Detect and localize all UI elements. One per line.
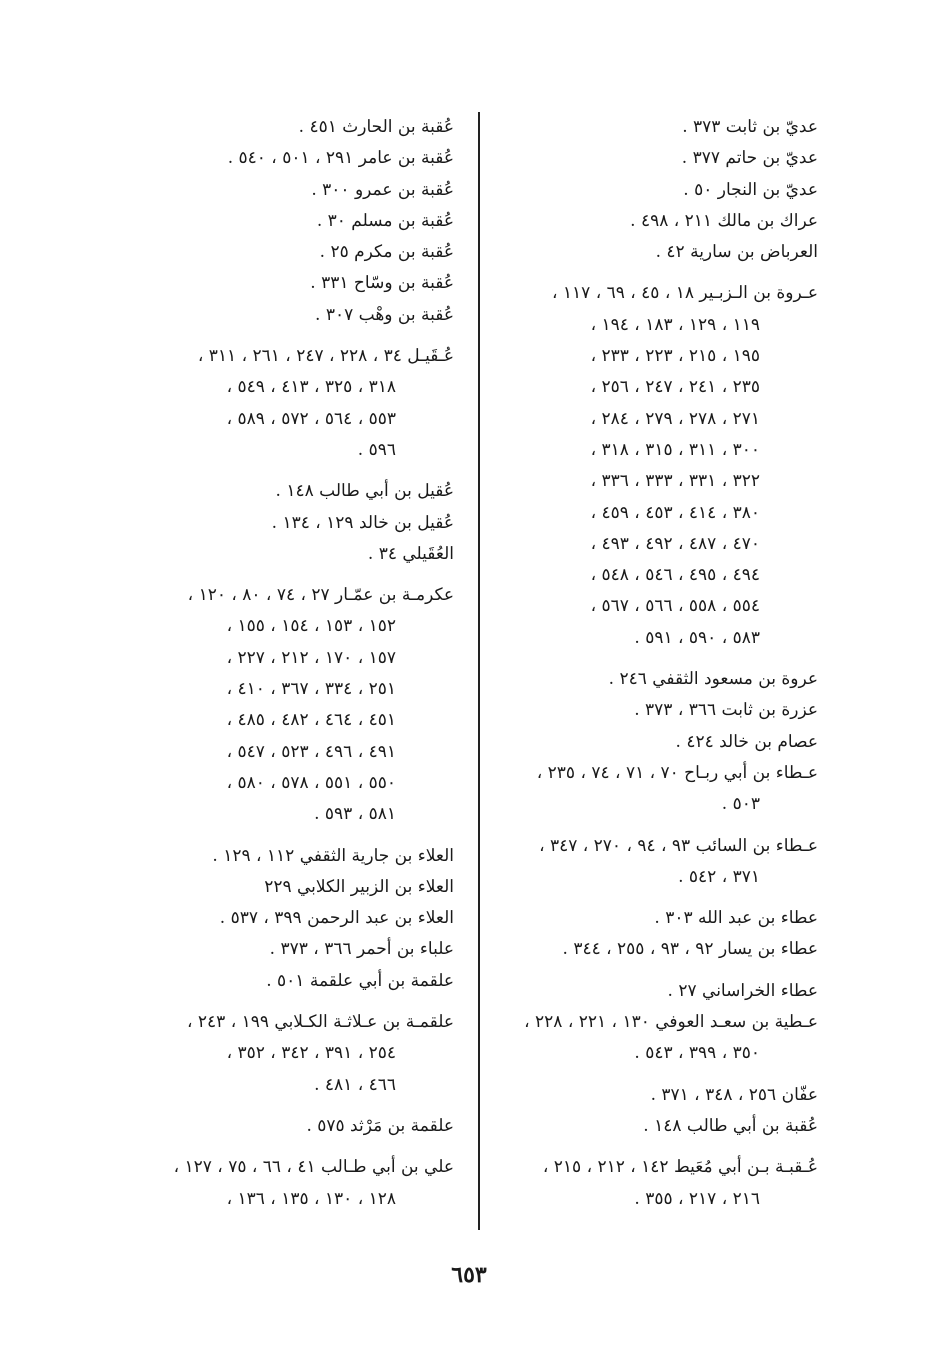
entry-gap	[458, 268, 818, 278]
index-entry: عُـقَيـل ٣٤ ، ٢٢٨ ، ٢٤٧ ، ٢٦١ ، ٣١١ ،	[197, 346, 454, 367]
index-column-right	[458, 112, 818, 1215]
index-entry: عُقبة بن وسّاح ٣٣١ .	[310, 273, 454, 294]
index-entry: عُقيل بن أبي طالب ١٤٨ .	[275, 481, 454, 502]
index-entry: عُقبة بن مسلم ٣٠ .	[316, 210, 454, 231]
entry-gap	[458, 966, 818, 976]
index-entry: العلاء بن جارية الثقفي ١١٢ ، ١٢٩ .	[212, 845, 454, 866]
entry-gap	[458, 1142, 818, 1152]
index-entry-continuation: ١٩٥ ، ٢١٥ ، ٢٢٣ ، ٢٣٣ ،	[590, 346, 760, 367]
index-entry-continuation: ٣٠٠ ، ٣١١ ، ٣١٥ ، ٣١٨ ،	[590, 439, 760, 460]
index-entry: عديّ بن ثابت ٣٧٣ .	[682, 117, 818, 137]
index-entry-continuation: ٢٥٤ ، ٣٩١ ، ٣٤٢ ، ٣٥٢ ،	[226, 1043, 396, 1064]
entry-gap	[82, 997, 454, 1007]
index-entry-continuation: ٣٥٠ ، ٣٩٩ ، ٥٤٣ .	[634, 1043, 760, 1064]
index-entry: عـطية بن سعـد العوفي ١٣٠ ، ٢٢١ ، ٢٢٨ ،	[524, 1012, 818, 1033]
index-entry: العرباض بن سارية ٤٢ .	[655, 242, 818, 263]
column-divider	[478, 112, 480, 1230]
index-entry-continuation: ٥٥٣ ، ٥٦٤ ، ٥٧٢ ، ٥٨٩ ،	[226, 408, 396, 429]
index-entry: عُقبة بن مكرم ٢٥ .	[319, 242, 454, 263]
index-entry: عكرمـة بن عمّـار ٢٧ ، ٧٤ ، ٨٠ ، ١٢٠ ،	[187, 585, 454, 606]
index-entry-continuation: ٥٠٣ .	[721, 794, 760, 815]
index-entry: عروة بن مسعود الثقفي ٢٤٦ .	[608, 669, 818, 690]
entry-gap	[82, 570, 454, 580]
index-entry-continuation: ١٢٨ ، ١٣٠ ، ١٣٥ ، ١٣٦ ،	[226, 1188, 396, 1209]
index-entry-continuation: ٢٣٥ ، ٢٤١ ، ٢٤٧ ، ٢٥٦ ،	[590, 377, 760, 398]
entry-gap	[82, 466, 454, 476]
index-entry: عُـقبـة بـن أبي مُعَيط ١٤٢ ، ٢١٢ ، ٢١٥ ،	[542, 1157, 818, 1178]
entry-gap	[458, 654, 818, 664]
index-entry-continuation: ٣١٨ ، ٣٢٥ ، ٤١٣ ، ٥٤٩ ،	[226, 377, 396, 398]
index-entry-continuation: ٥٥٠ ، ٥٥١ ، ٥٧٨ ، ٥٨٠ ،	[226, 772, 396, 793]
index-entry: عديّ بن النجار ٥٠ .	[683, 179, 818, 200]
index-entry: عصام بن خالد ٤٢٤ .	[675, 731, 818, 752]
entry-gap	[458, 893, 818, 903]
index-entry-continuation: ٤٥١ ، ٤٦٤ ، ٤٨٢ ، ٤٨٥ ،	[226, 710, 396, 731]
index-entry: العلاء بن الزبير الكلابي ٢٢٩	[264, 876, 454, 897]
index-entry: عُقبة بن الحارث ٤٥١ .	[298, 117, 454, 137]
index-entry: عطاء بن يسار ٩٢ ، ٩٣ ، ٢٥٥ ، ٣٤٤ .	[562, 939, 818, 960]
index-entry: العُقَيلي ٣٤ .	[367, 543, 454, 564]
index-entry-continuation: ٣٢٢ ، ٣٣١ ، ٣٣٣ ، ٣٣٦ ،	[590, 471, 760, 492]
index-entry: عـطاء بن السائب ٩٣ ، ٩٤ ، ٢٧٠ ، ٣٤٧ ،	[539, 835, 818, 856]
index-entry-continuation: ٤٧٠ ، ٤٨٧ ، ٤٩٢ ، ٤٩٣ ،	[590, 533, 760, 554]
index-entry-continuation: ٣٨٠ ، ٤١٤ ، ٤٥٣ ، ٤٥٩ ،	[590, 502, 760, 523]
index-column-left	[82, 112, 454, 1215]
index-entry: عديّ بن حاتم ٣٧٧ .	[681, 148, 818, 169]
index-entry: عـطاء بن أبي ربـاح ٧٠ ، ٧١ ، ٧٤ ، ٢٣٥ ،	[536, 762, 818, 783]
index-entry-continuation: ٢٥١ ، ٣٣٤ ، ٣٦٧ ، ٤١٠ ،	[226, 679, 396, 700]
entry-gap	[458, 1070, 818, 1080]
index-entry: علقمة بن مَرْثد ٥٧٥ .	[306, 1115, 454, 1136]
entry-gap	[82, 331, 454, 341]
index-entry: عُقبة بن وهْب ٣٠٧ .	[315, 304, 454, 325]
entry-gap	[82, 1142, 454, 1152]
index-entry: عـروة بن الـزبـير ١٨ ، ٤٥ ، ٦٩ ، ١١٧ ،	[552, 283, 818, 304]
entry-gap	[82, 831, 454, 841]
index-entry-continuation: ٤٦٦ ، ٤٨١ .	[314, 1074, 396, 1095]
index-entry: علقمة بن أبي علقمة ٥٠١ .	[266, 970, 454, 991]
index-entry-continuation: ٥٩٦ .	[357, 439, 396, 460]
index-entry-continuation: ٥٥٤ ، ٥٥٨ ، ٥٦٦ ، ٥٦٧ ،	[590, 596, 760, 617]
index-entry-continuation: ٥٨٣ ، ٥٩٠ ، ٥٩١ .	[634, 627, 760, 648]
index-entry: عزرة بن ثابت ٣٦٦ ، ٣٧٣ .	[634, 700, 818, 721]
index-entry-continuation: ٢٧١ ، ٢٧٨ ، ٢٧٩ ، ٢٨٤ ،	[590, 408, 760, 429]
index-entry: عُقبة بن عمرو ٣٠٠ .	[311, 179, 454, 200]
index-entry: عُقيل بن خالد ١٢٩ ، ١٣٤ .	[271, 512, 454, 533]
index-entry-continuation: ١٥٧ ، ١٧٠ ، ٢١٢ ، ٢٢٧ ،	[226, 647, 396, 668]
index-entry: عطاء الخراساني ٢٧ .	[667, 980, 818, 1001]
page-number: ٦٥٣	[451, 1262, 487, 1288]
index-entry: علباء بن أحمر ٣٦٦ ، ٣٧٣ .	[269, 939, 454, 960]
index-entry: عفّان ٢٥٦ ، ٣٤٨ ، ٣٧١ .	[650, 1084, 818, 1105]
index-entry: عُقبة بن عامر ٢٩١ ، ٥٠١ ، ٥٤٠ .	[227, 148, 454, 169]
index-entry: العلاء بن عبد الرحمن ٣٩٩ ، ٥٣٧ .	[219, 908, 454, 929]
entry-gap	[458, 821, 818, 831]
index-entry: عطاء بن عبد الله ٣٠٣ .	[654, 908, 818, 929]
index-entry-continuation: ٢١٦ ، ٢١٧ ، ٣٥٥ .	[634, 1188, 760, 1209]
index-entry-continuation: ١٥٢ ، ١٥٣ ، ١٥٤ ، ١٥٥ ،	[226, 616, 396, 637]
index-entry: علقمـة بن عـلاثـة الكـلابي ١٩٩ ، ٢٤٣ ،	[187, 1012, 454, 1033]
index-entry-continuation: ٥٨١ ، ٥٩٣ .	[314, 804, 396, 825]
entry-gap	[82, 1101, 454, 1111]
index-entry: علي بن أبي طـالب ٤١ ، ٦٦ ، ٧٥ ، ١٢٧ ،	[173, 1157, 454, 1178]
index-entry-continuation: ٤٩٤ ، ٤٩٥ ، ٥٤٦ ، ٥٤٨ ،	[590, 565, 760, 586]
index-entry: عُقبة بن أبي طالب ١٤٨ .	[643, 1115, 818, 1136]
index-entry-continuation: ١١٩ ، ١٢٩ ، ١٨٣ ، ١٩٤ ،	[590, 314, 760, 335]
index-entry-continuation: ٣٧١ ، ٥٤٢ .	[678, 866, 760, 887]
index-entry-continuation: ٤٩١ ، ٤٩٦ ، ٥٢٣ ، ٥٤٧ ،	[226, 741, 396, 762]
index-entry: عراك بن مالك ٢١١ ، ٤٩٨ .	[630, 210, 818, 231]
